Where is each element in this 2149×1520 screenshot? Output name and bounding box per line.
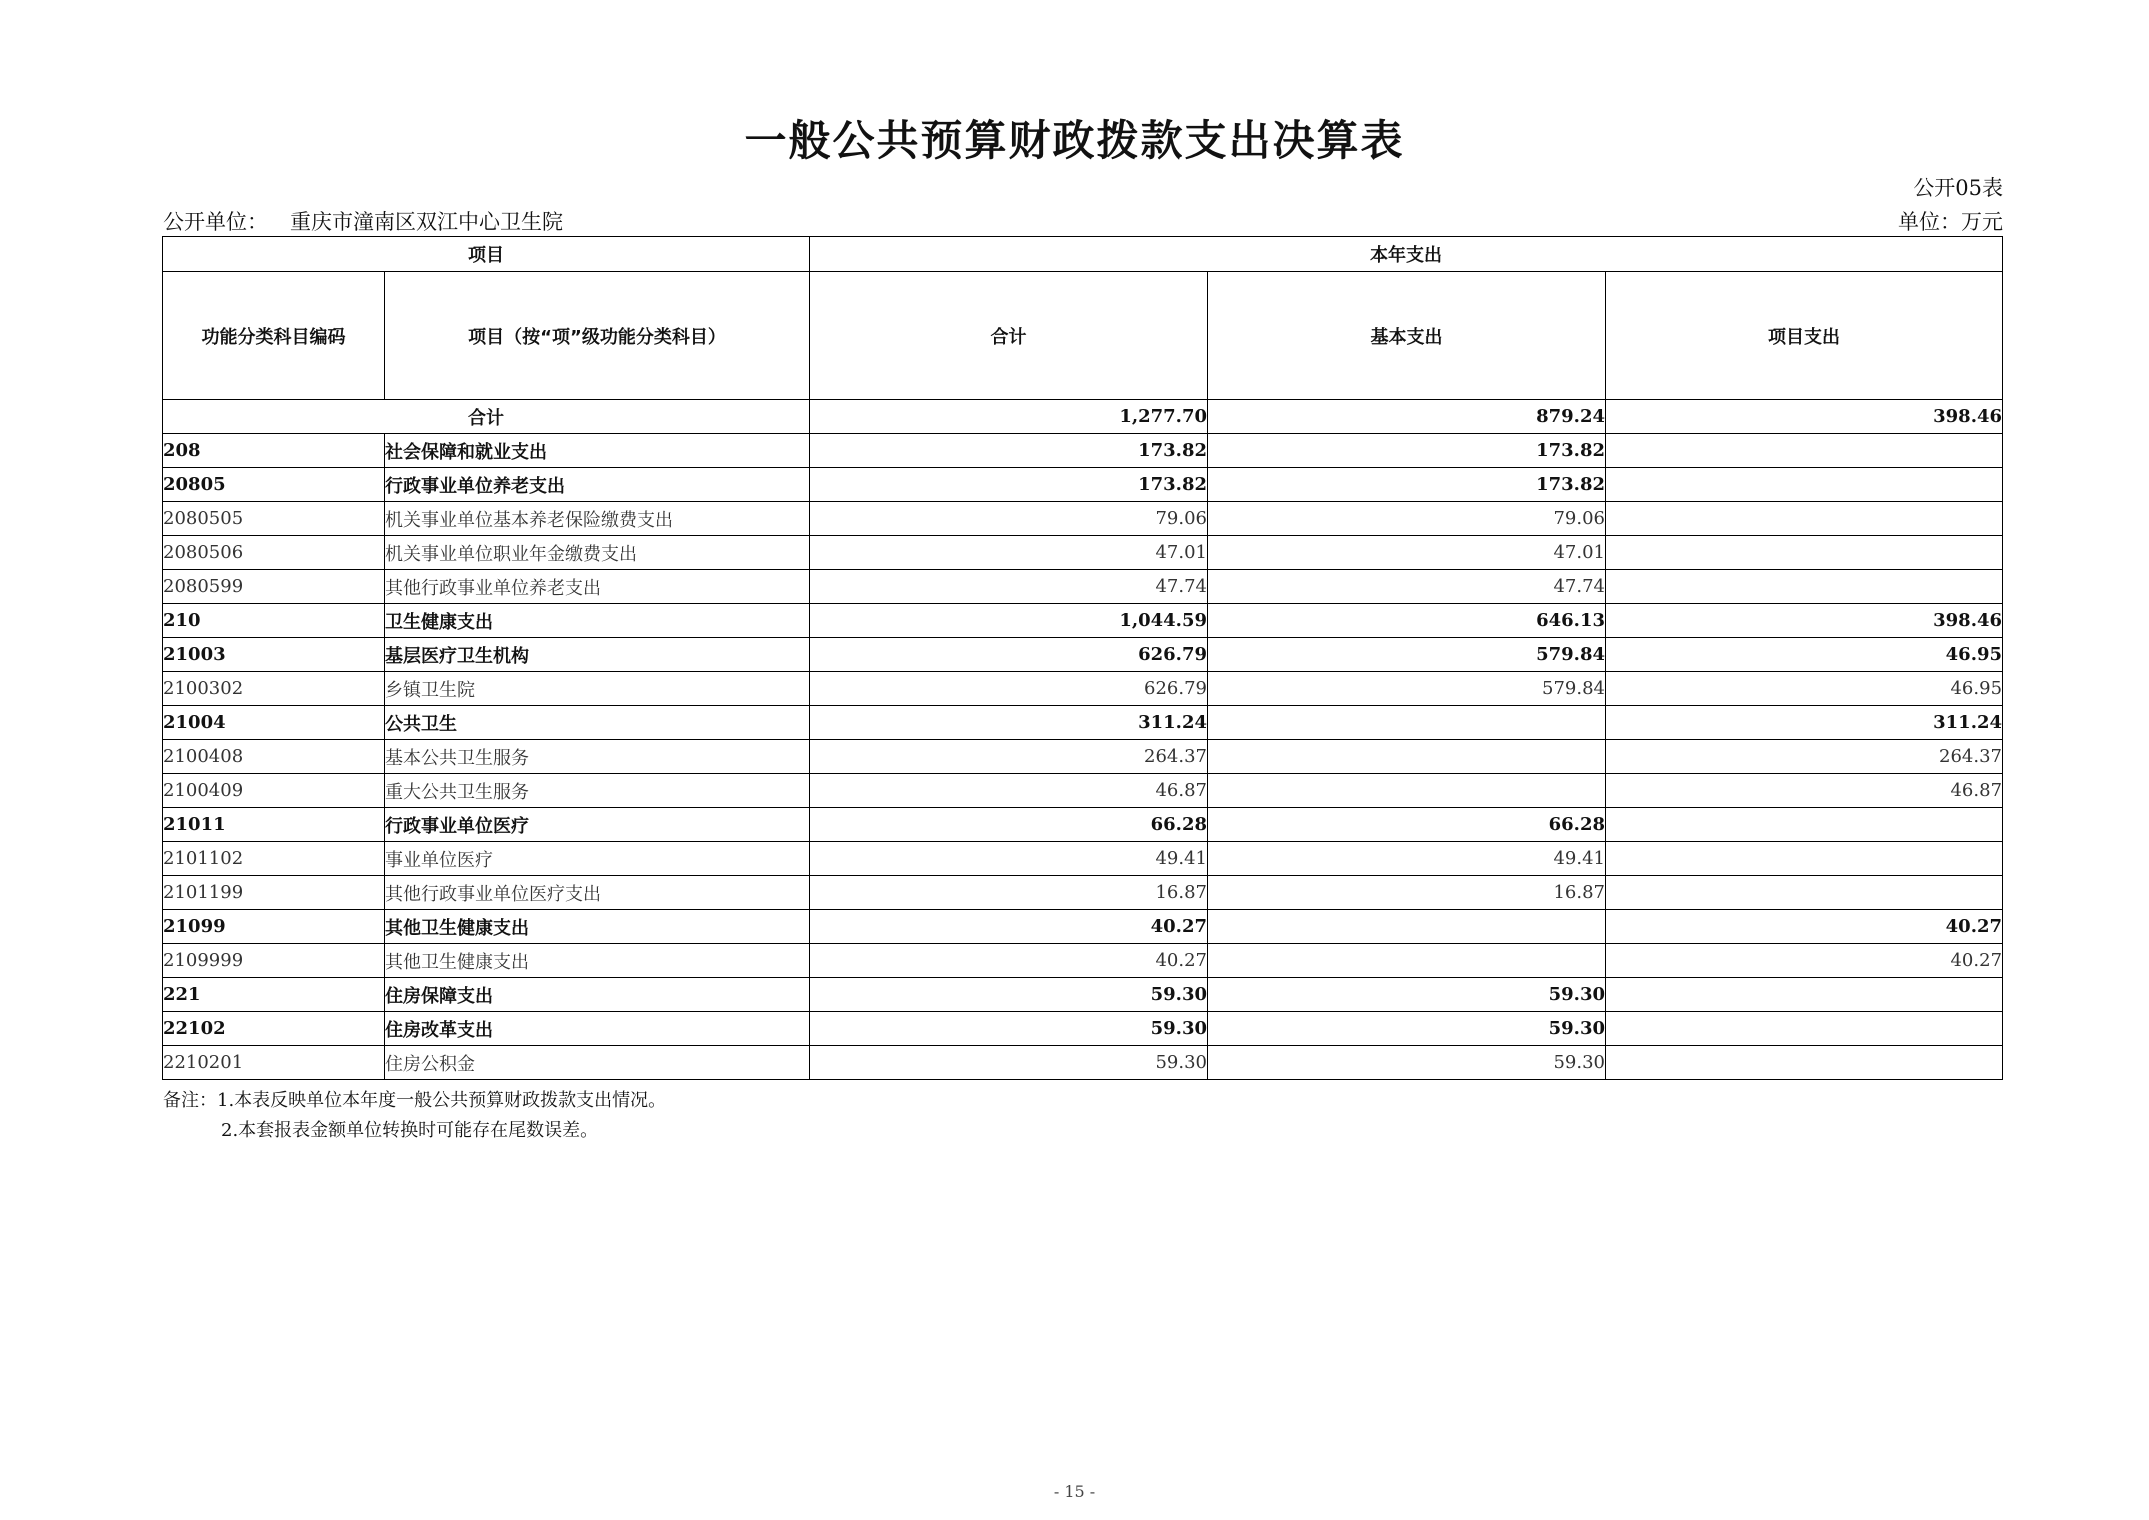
row-code: 21011 [163,808,385,842]
row-code: 22102 [163,1012,385,1046]
row-basic: 16.87 [1208,876,1606,910]
table-row [163,468,2003,502]
row-total: 59.30 [810,1046,1208,1080]
row-code: 2080505 [163,502,385,536]
table-row [163,774,2003,808]
row-project [1606,434,2003,468]
row-name: 住房保障支出 [385,978,810,1012]
row-name: 机关事业单位职业年金缴费支出 [385,536,810,570]
row-name: 卫生健康支出 [385,604,810,638]
row-basic: 59.30 [1208,1046,1606,1080]
row-total: 626.79 [810,672,1208,706]
page-number: - 15 - [1053,1482,1096,1501]
row-name: 公共卫生 [385,706,810,740]
row-basic [1208,774,1606,808]
row-code: 21004 [163,706,385,740]
row-basic [1208,944,1606,978]
row-total: 40.27 [810,910,1208,944]
row-name: 机关事业单位基本养老保险缴费支出 [385,502,810,536]
row-code: 2210201 [163,1046,385,1080]
header-total: 合计 [810,272,1208,400]
row-total: 1,044.59 [810,604,1208,638]
row-project: 46.95 [1606,672,2003,706]
row-name: 住房改革支出 [385,1012,810,1046]
row-project [1606,1012,2003,1046]
row-name: 行政事业单位养老支出 [385,468,810,502]
currency-unit: 单位：万元 [1898,210,2003,234]
row-project [1606,876,2003,910]
row-total: 264.37 [810,740,1208,774]
table-row [163,1046,2003,1080]
row-project: 46.95 [1606,638,2003,672]
row-total: 59.30 [810,978,1208,1012]
total-amount: 1,277.70 [810,400,1208,434]
row-project: 398.46 [1606,604,2003,638]
reporting-unit-label: 公开单位： [163,210,268,234]
row-code: 2100302 [163,672,385,706]
table-row [163,842,2003,876]
row-total: 173.82 [810,468,1208,502]
row-basic: 59.30 [1208,1012,1606,1046]
reporting-unit-name: 重庆市潼南区双江中心卫生院 [290,210,563,234]
row-basic: 579.84 [1208,672,1606,706]
row-project [1606,842,2003,876]
row-project [1606,468,2003,502]
row-name: 社会保障和就业支出 [385,434,810,468]
row-name: 重大公共卫生服务 [385,774,810,808]
note-2: 2.本套报表金额单位转换时可能存在尾数误差。 [221,1120,599,1141]
row-basic [1208,740,1606,774]
row-basic: 66.28 [1208,808,1606,842]
row-code: 2100409 [163,774,385,808]
expenditure-table [162,236,2003,1080]
row-total: 626.79 [810,638,1208,672]
total-row [163,400,2003,434]
row-name: 其他卫生健康支出 [385,910,810,944]
row-basic: 173.82 [1208,434,1606,468]
table-row [163,808,2003,842]
row-total: 311.24 [810,706,1208,740]
form-number: 公开05表 [1913,176,2003,200]
row-name: 住房公积金 [385,1046,810,1080]
row-name: 行政事业单位医疗 [385,808,810,842]
header-basic: 基本支出 [1208,272,1606,400]
row-basic [1208,910,1606,944]
row-name: 乡镇卫生院 [385,672,810,706]
header-row-2 [163,272,2003,400]
row-code: 20805 [163,468,385,502]
row-project [1606,808,2003,842]
row-basic: 59.30 [1208,978,1606,1012]
row-total: 16.87 [810,876,1208,910]
row-total: 47.74 [810,570,1208,604]
table-row [163,672,2003,706]
row-code: 2109999 [163,944,385,978]
row-code: 2080506 [163,536,385,570]
table-row [163,740,2003,774]
table-row [163,910,2003,944]
row-code: 21003 [163,638,385,672]
row-code: 2100408 [163,740,385,774]
header-this-year: 本年支出 [810,237,2003,272]
row-project: 46.87 [1606,774,2003,808]
row-total: 46.87 [810,774,1208,808]
page-title: 一般公共预算财政拨款支出决算表 [744,116,1405,165]
row-project: 40.27 [1606,944,2003,978]
row-name: 其他行政事业单位养老支出 [385,570,810,604]
row-basic: 79.06 [1208,502,1606,536]
row-code: 21099 [163,910,385,944]
row-project [1606,536,2003,570]
row-total: 79.06 [810,502,1208,536]
row-project [1606,978,2003,1012]
notes [163,1086,666,1146]
row-name: 其他行政事业单位医疗支出 [385,876,810,910]
table-row [163,570,2003,604]
row-project: 40.27 [1606,910,2003,944]
table-row [163,434,2003,468]
table-row [163,1012,2003,1046]
table-row [163,638,2003,672]
row-basic: 47.74 [1208,570,1606,604]
header-project-expenditure: 项目支出 [1606,272,2003,400]
header-row-1 [163,237,2003,272]
row-code: 221 [163,978,385,1012]
header-project: 项目 [163,237,810,272]
row-project [1606,1046,2003,1080]
table-row [163,502,2003,536]
row-name: 事业单位医疗 [385,842,810,876]
row-code: 210 [163,604,385,638]
row-total: 59.30 [810,1012,1208,1046]
row-basic: 49.41 [1208,842,1606,876]
row-project [1606,502,2003,536]
table-row [163,944,2003,978]
row-project: 311.24 [1606,706,2003,740]
row-basic: 579.84 [1208,638,1606,672]
row-code: 2101199 [163,876,385,910]
row-project [1606,570,2003,604]
row-name: 其他卫生健康支出 [385,944,810,978]
row-basic: 173.82 [1208,468,1606,502]
header-name: 项目（按“项”级功能分类科目） [385,272,810,400]
header-code: 功能分类科目编码 [163,272,385,400]
reporting-unit [163,206,563,236]
row-code: 2101102 [163,842,385,876]
row-total: 66.28 [810,808,1208,842]
note-1: 备注：1.本表反映单位本年度一般公共预算财政拨款支出情况。 [163,1090,667,1111]
table-row [163,604,2003,638]
row-basic: 646.13 [1208,604,1606,638]
total-project: 398.46 [1606,400,2003,434]
row-basic [1208,706,1606,740]
row-total: 49.41 [810,842,1208,876]
row-total: 40.27 [810,944,1208,978]
table-row [163,536,2003,570]
row-code: 2080599 [163,570,385,604]
row-code: 208 [163,434,385,468]
table-row [163,876,2003,910]
row-name: 基本公共卫生服务 [385,740,810,774]
total-label: 合计 [163,400,810,434]
row-name: 基层医疗卫生机构 [385,638,810,672]
total-basic: 879.24 [1208,400,1606,434]
row-total: 173.82 [810,434,1208,468]
table-row [163,706,2003,740]
table-row [163,978,2003,1012]
row-basic: 47.01 [1208,536,1606,570]
row-total: 47.01 [810,536,1208,570]
row-project: 264.37 [1606,740,2003,774]
